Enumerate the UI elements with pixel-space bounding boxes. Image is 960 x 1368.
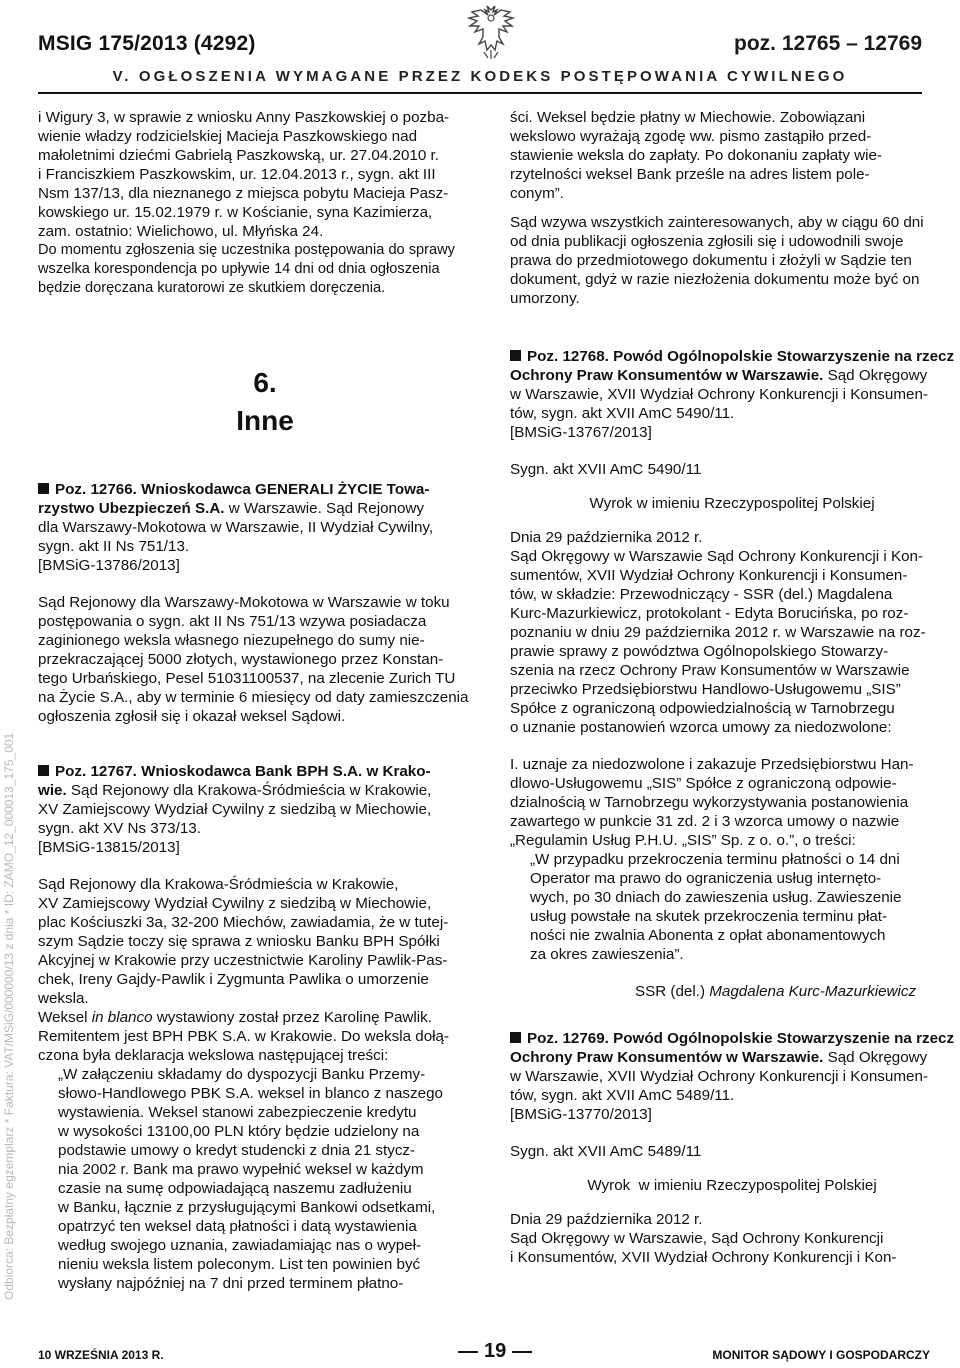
poz12769-lines-line: tów, sygn. akt XVII AmC 5489/11. bbox=[510, 1087, 735, 1104]
col1-top-lines-line: wienie władzy rodzicielskiej Macieja Paszkowskiego nad bbox=[38, 128, 418, 145]
poz12768-lines-line: [BMSiG-13767/2013] bbox=[510, 424, 652, 441]
header-rule bbox=[38, 92, 922, 94]
col2-top-a-line: stawienie weksla do zapłaty. Po dokonaniu zapłaty wie- bbox=[510, 147, 883, 164]
poz12767-quote-line: opatrzyć ten weksel datą płatności i datą wystawienia bbox=[58, 1218, 417, 1235]
poz12766-lines bbox=[38, 518, 469, 575]
poz12768-body-line: Sąd Okręgowy w Warszawie Sąd Ochrony Konkurencji i Kon- bbox=[510, 548, 924, 565]
poz12767-body-line: XV Zamiejscowy Wydział Cywilny z siedzibą w Miechowie, bbox=[38, 895, 432, 912]
poz12766-body bbox=[38, 593, 469, 726]
section-6-title: Inne bbox=[236, 405, 294, 436]
col2-top-b-line: od dnia publikacji ogłoszenia zgłosili się i udowodnili swoje bbox=[510, 233, 904, 250]
section-title: V. OGŁOSZENIA WYMAGANE PRZEZ KODEKS POSTĘPOWANIA CYWILNEGO bbox=[112, 68, 848, 85]
poz12768-body-line: prawie sprawy z powództwa Ogólnopolskiego Stowarzy- bbox=[510, 643, 889, 660]
poz12768-title-2: Ochrony Praw Konsumentów w Warszawie. Sąd Okręgowy bbox=[510, 367, 928, 384]
poz12768-body2-line: „Regulamin Usług P.H.U. „SIS” Sp. z o. o.”, o treści: bbox=[510, 832, 856, 849]
poz12767-body-line: plac Kościuszki 3a, 32-200 Miechów, zawiadamia, że w tutej- bbox=[38, 914, 449, 931]
col2-top-a-line: conym”. bbox=[510, 185, 565, 202]
poz12768-body bbox=[510, 547, 954, 737]
col1-top-lines bbox=[38, 108, 455, 241]
col2-top-b bbox=[510, 213, 924, 308]
poz12767-title-2: wie. Sąd Rejonowy dla Krakowa-Śródmieścia w Krakowie, bbox=[38, 782, 432, 799]
poz12768-title: Poz. 12768. Powód Ogólnopolskie Stowarzyszenie na rzecz bbox=[510, 347, 954, 366]
poz12768-quote-line: ności nie zwalnia Abonenta z opłat abonamentowych bbox=[530, 927, 886, 944]
poz12767-body-line: Akcyjnej w Krakowie przy uczestnictwie Karoliny Pawlik-Pas- bbox=[38, 952, 448, 969]
section-6-number: 6. bbox=[253, 367, 277, 398]
poz12767-quote-line: w wysokości 13100,00 PLN który będzie udzielony na bbox=[58, 1123, 420, 1140]
sidebar-text: Odbiorca: Bezpłatny egzemplarz * Faktura: VAT/MSiG/000000/13 z dnia * ID: ZAMO_12_000013_175_001 bbox=[2, 732, 16, 1300]
col2-top-a-line: ści. Weksel będzie płatny w Miechowie. Zobowiązani bbox=[510, 109, 866, 126]
poz12767-quote-line: „W załączeniu składamy do dyspozycji Banku Przemy- bbox=[58, 1066, 426, 1083]
poz12769-dnia: Dnia 29 października 2012 r. bbox=[510, 1211, 703, 1228]
poz12767-quote-line: w Banku, łącznie z przysługującymi Bankowi odsetkami, bbox=[58, 1199, 436, 1216]
sidebar-watermark bbox=[0, 340, 20, 1340]
poz12768-body-line: o uznanie postanowień wzorca umowy za niedozwolone: bbox=[510, 719, 892, 736]
col1-top-small bbox=[38, 241, 455, 298]
poz12768-body2-line: dlowo-Usługowemu „SIS” Spółce z ograniczoną odpowie- bbox=[510, 775, 897, 792]
poz12769-lines-line: [BMSiG-13770/2013] bbox=[510, 1106, 652, 1123]
poz12766-body-line: tego Urbańskiego, Pesel 51031100537, na zlecenie Zurich TU bbox=[38, 670, 456, 687]
bullet-square-icon bbox=[38, 765, 49, 776]
section-6-heading bbox=[210, 364, 320, 440]
poz12769-lines bbox=[510, 1067, 954, 1124]
poz12766-body-line: ogłoszenia zgłosił się i okazał weksel Sądowi. bbox=[38, 708, 346, 725]
poz12768-quote-line: za okres zawieszenia”. bbox=[530, 946, 684, 963]
eagle-emblem-icon bbox=[466, 4, 516, 60]
poz12766-body-line: Sąd Rejonowy dla Warszawy-Mokotowa w Warszawie w toku bbox=[38, 594, 450, 611]
poz12768-lines-line: w Warszawie, XVII Wydział Ochrony Konkurencji i Konsumen- bbox=[510, 386, 928, 403]
poz12768-quote-line: „W przypadku przekroczenia terminu płatności o 14 dni bbox=[530, 851, 900, 868]
poz12766-body-line: zaginionego weksla własnego niezupełnego do sumy nie- bbox=[38, 632, 425, 649]
col2-top-a bbox=[510, 108, 924, 203]
poz12769-title-2: Ochrony Praw Konsumentów w Warszawie. Sąd Okręgowy bbox=[510, 1049, 928, 1066]
poz12768-body-line: szenia na rzecz Ochrony Praw Konsumentów w Warszawie bbox=[510, 662, 910, 679]
col1-top-lines-line: Nsm 137/13, dla nieznanego z miejsca pobytu Macieja Pasz- bbox=[38, 185, 449, 202]
poz12769-lines-line: w Warszawie, XVII Wydział Ochrony Konkurencji i Konsumen- bbox=[510, 1068, 928, 1085]
poz12767-body-line: Sąd Rejonowy dla Krakowa-Śródmieścia w Krakowie, bbox=[38, 876, 399, 893]
poz12768-lines bbox=[510, 385, 954, 442]
poz12767-quote-line: słowo-Handlowego PBK S.A. weksel in blanco z naszego bbox=[58, 1085, 443, 1102]
col1-top-lines-line: i Wigury 3, w sprawie z wniosku Anny Paszkowskiej o pozba- bbox=[38, 109, 450, 126]
poz12767-quote-line: nia 2002 r. Bank ma prawo wypełnić weksel w każdym bbox=[58, 1161, 424, 1178]
poz12767-body2-line: Remitentem jest BPH PBK S.A. w Krakowie. Do weksla dołą- bbox=[38, 1028, 450, 1045]
col2-top bbox=[510, 108, 924, 308]
poz12768-body-line: Spółce z ograniczoną odpowiedzialnością w Tarnobrzegu bbox=[510, 700, 895, 717]
col1-top-lines-line: i Franciszkiem Paszkowskim, ur. 12.04.2013 r., sygn. akt III bbox=[38, 166, 436, 183]
poz12767-lines-line: sygn. akt XV Ns 373/13. bbox=[38, 820, 201, 837]
poz12767-quote-line: wystawienia. Weksel stanowi zabezpieczenie kredytu bbox=[58, 1104, 417, 1121]
col2-top-b-line: umorzony. bbox=[510, 290, 580, 307]
col1-top-lines-line: kowskiego ur. 15.02.1979 r. w Kościanie, syna Kazimierza, bbox=[38, 204, 433, 221]
col2-top-b-line: Sąd wzywa wszystkich zainteresowanych, aby w ciągu 60 dni bbox=[510, 214, 924, 231]
page-number: 19 bbox=[452, 1340, 538, 1363]
col1-top-small-line: wszelka korespondencja po upływie 14 dni od dnia ogłoszenia bbox=[38, 261, 440, 277]
poz12769-body bbox=[510, 1229, 954, 1267]
poz12768-wyrok: Wyrok w imieniu Rzeczypospolitej Polskiej bbox=[589, 495, 875, 512]
poz12768-body-line: sumentów, XVII Wydział Ochrony Konkurencji i Konsumen- bbox=[510, 567, 908, 584]
poz12768-body2-line: dzialnością w Tarnobrzegu wykorzystywania postanowienia bbox=[510, 794, 909, 811]
poz12767-body-line: chek, Ireny Gajdy-Pawlik i Zygmunta Pawlika o umorzenie bbox=[38, 971, 429, 988]
poz12768-lines-line: tów, sygn. akt XVII AmC 5490/11. bbox=[510, 405, 735, 422]
poz12768-sygn: Sygn. akt XVII AmC 5490/11 bbox=[510, 461, 702, 478]
col1-top bbox=[38, 108, 455, 298]
poz12768-quote-line: usług powstałe na skutek przekroczenia terminu płat- bbox=[530, 908, 888, 925]
bullet-square-icon bbox=[38, 483, 49, 494]
poz12767-quote-line: według swojego uznania, zawiadamiając nas o wypeł- bbox=[58, 1237, 422, 1254]
poz12768-dnia: Dnia 29 października 2012 r. bbox=[510, 529, 703, 546]
col2-top-a-line: rzytelności weksel Bank prześle na adres listem pole- bbox=[510, 166, 870, 183]
poz12766-body-line: postępowania o sygn. akt II Ns 751/13 wzywa posiadacza bbox=[38, 613, 427, 630]
bullet-square-icon bbox=[510, 350, 521, 361]
bullet-square-icon bbox=[510, 1032, 521, 1043]
col2-lower bbox=[510, 347, 954, 1267]
col1-top-small-line: będzie doręczana kuratorowi ze skutkiem doręczenia. bbox=[38, 280, 386, 296]
poz12768-body-line: tów, w składzie: Przewodniczący - SSR (del.) Magdalena bbox=[510, 586, 893, 603]
poz12768-quote-line: Operator ma prawo do ograniczenia usług internęto- bbox=[530, 870, 882, 887]
poz12769-sygn: Sygn. akt XVII AmC 5489/11 bbox=[510, 1143, 702, 1160]
col1-lower bbox=[38, 480, 469, 1293]
poz12767-quote-line: wysłany najpóźniej na 7 dni przed terminem płatno- bbox=[58, 1275, 404, 1292]
footer-date: 10 WRZEŚNIA 2013 R. bbox=[38, 1348, 164, 1362]
poz12767-body-line: szym Sądzie toczy się sprawa z wniosku Banku BPH Spółki bbox=[38, 933, 440, 950]
poz12767-body2 bbox=[38, 1027, 469, 1065]
col1-top-small-line: Do momentu zgłoszenia się uczestnika postępowania do sprawy bbox=[38, 242, 455, 258]
header-right: poz. 12765 – 12769 bbox=[734, 32, 922, 55]
poz12767-quote-line: podstawie umowy o kredyt studencki z dnia 21 stycz- bbox=[58, 1142, 416, 1159]
poz12766-lines-line: sygn. akt II Ns 751/13. bbox=[38, 538, 190, 555]
poz12769-title: Poz. 12769. Powód Ogólnopolskie Stowarzyszenie na rzecz bbox=[510, 1029, 954, 1048]
poz12767-quote-line: nieniu weksla listem poleconym. List ten powinien być bbox=[58, 1256, 421, 1273]
poz12768-body-line: Kurc-Mazurkiewicz, protokolant - Edyta Borucińska, po roz- bbox=[510, 605, 909, 622]
col1-top-lines-line: małoletnimi dziećmi Gabrielą Paszkowską, ur. 27.04.2010 r. bbox=[38, 147, 439, 164]
poz12768-body2 bbox=[510, 755, 954, 850]
col2-top-b-line: prawa do przedmiotowego dokumentu i złożyli w Sądzie ten bbox=[510, 252, 912, 269]
poz12769-body-line: i Konsumentów, XVII Wydział Ochrony Konkurencji i Kon- bbox=[510, 1249, 897, 1266]
poz12766-body-line: przekraczającej 5000 złotych, wystawionego przez Konstan- bbox=[38, 651, 444, 668]
poz12766-body-line: na Życie S.A., aby w terminie 6 miesięcy od daty zamieszczenia bbox=[38, 689, 469, 706]
poz12768-quote-line: wych, po 30 dniach do zawieszenia usług. Zawieszenie bbox=[530, 889, 902, 906]
poz12767-quote bbox=[38, 1065, 469, 1293]
poz12769-wyrok: Wyrok w imieniu Rzeczypospolitej Polskiej bbox=[587, 1177, 877, 1194]
poz12766-title-2: rzystwo Ubezpieczeń S.A. w Warszawie. Sąd Rejonowy bbox=[38, 500, 424, 517]
poz12768-body2-line: I. uznaje za niedozwolone i zakazuje Przedsiębiorstwu Han- bbox=[510, 756, 914, 773]
footer-publication: MONITOR SĄDOWY I GOSPODARCZY bbox=[712, 1348, 930, 1362]
poz12767-body bbox=[38, 875, 469, 1008]
poz12767-body-line: weksla. bbox=[38, 990, 89, 1007]
col2-top-a-line: wekslowo wyrażają zgodę ww. pismo zastąpiło przed- bbox=[510, 128, 872, 145]
poz12768-body-line: przeciwko Przedsiębiorstwu Handlowo-Usługowemu „SIS” bbox=[510, 681, 901, 698]
poz12769-body-line: Sąd Okręgowy w Warszawie, Sąd Ochrony Konkurencji bbox=[510, 1230, 884, 1247]
col2-top-b-line: dokument, gdyż w razie niezłożenia dokumentu może być on bbox=[510, 271, 920, 288]
poz12766-title: Poz. 12766. Wnioskodawca GENERALI ŻYCIE Towa- bbox=[38, 480, 469, 499]
poz12767-body2-line: czona była deklaracja wekslowa następującej treści: bbox=[38, 1047, 389, 1064]
poz12767-lines-line: XV Zamiejscowy Wydział Cywilny z siedzibą w Miechowie, bbox=[38, 801, 432, 818]
col1-top-lines-line: zam. ostatnio: Wielichowo, ul. Młyńska 24. bbox=[38, 223, 324, 240]
poz12768-quote bbox=[510, 850, 954, 964]
poz12768-body2-line: zawartego w punkcie 31 zd. 2 i 3 wzorca umowy o nazwie bbox=[510, 813, 900, 830]
poz12768-body-line: poznaniu w dniu 29 października 2012 r. w Warszawie na roz- bbox=[510, 624, 926, 641]
poz12767-lines bbox=[38, 800, 469, 857]
header-left: MSIG 175/2013 (4292) bbox=[38, 32, 256, 55]
poz12766-lines-line: [BMSiG-13786/2013] bbox=[38, 557, 180, 574]
poz12767-title: Poz. 12767. Wnioskodawca Bank BPH S.A. w Krako- bbox=[38, 762, 469, 781]
poz12767-quote-line: czasie na sumę odpowiadającą naszemu zadłużeniu bbox=[58, 1180, 412, 1197]
poz12767-lines-line: [BMSiG-13815/2013] bbox=[38, 839, 180, 856]
poz12767-weksel: Weksel in blanco wystawiony został przez Karolinę Pawlik. bbox=[38, 1009, 432, 1026]
poz12768-signature: SSR (del.) Magdalena Kurc-Mazurkiewicz bbox=[634, 983, 917, 1000]
poz12766-lines-line: dla Warszawy-Mokotowa w Warszawie, II Wydział Cywilny, bbox=[38, 519, 434, 536]
